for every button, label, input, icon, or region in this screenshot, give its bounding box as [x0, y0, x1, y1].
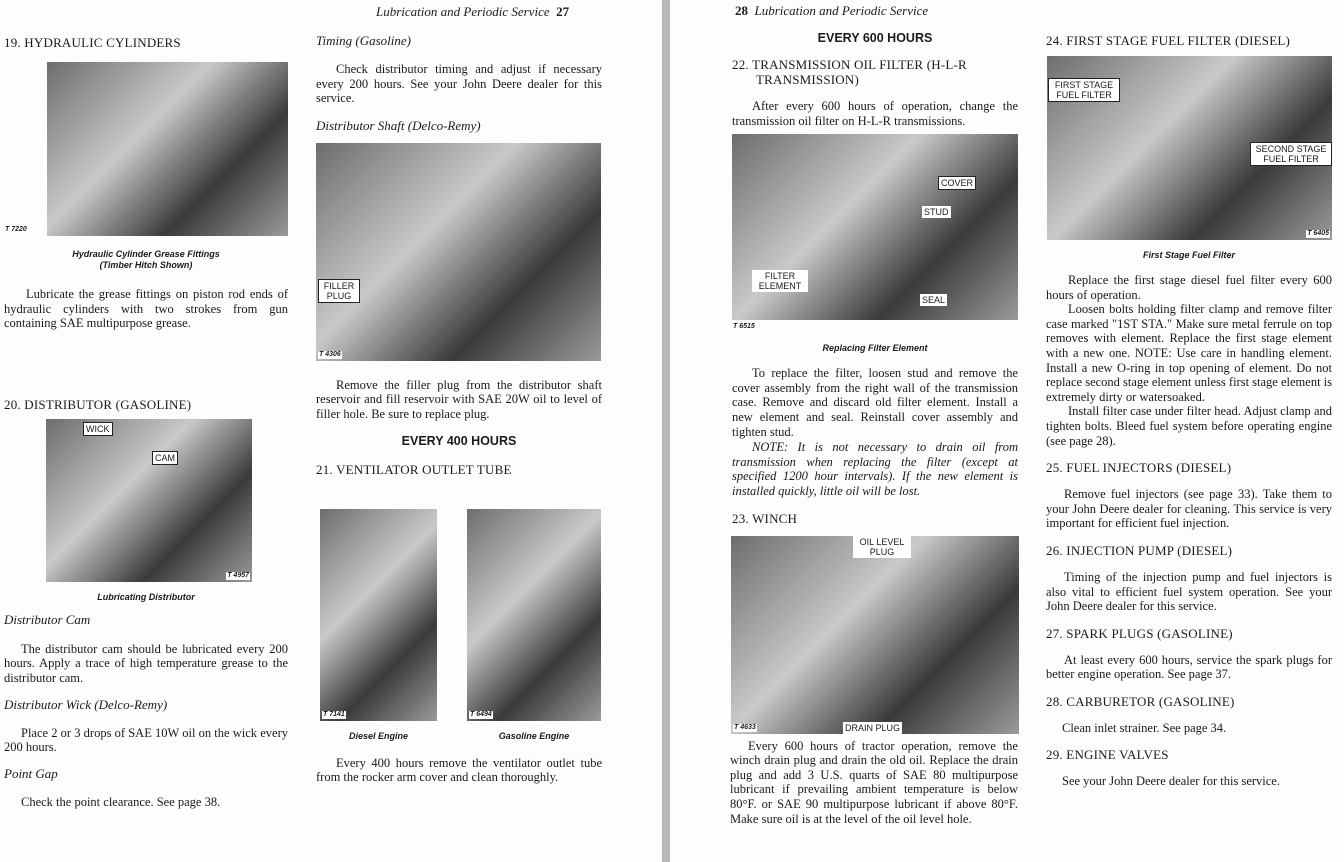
section-22-title: 22. TRANSMISSION OIL FILTER (H-L-R TRANSMISSION)	[732, 57, 967, 87]
diesel-engine-photo	[320, 509, 437, 721]
section-27-text: At least every 600 hours, service the spark plugs for better engine operation. See page 37.	[1046, 652, 1332, 682]
label-filler-plug: FILLER PLUG	[318, 279, 360, 303]
timing-title: Timing (Gasoline)	[316, 33, 411, 48]
distributor-shaft-title: Distributor Shaft (Delco-Remy)	[316, 117, 481, 133]
engine-photos-row	[316, 509, 602, 742]
point-gap-text: Check the point clearance. See page 38.	[21, 794, 221, 809]
section-19-text: Lubricate the grease fittings on piston rod ends of hydraulic cylinders with two strokes from gun containing SAE multipurpose grease.	[4, 287, 288, 331]
section-25-text: Remove fuel injectors (see page 33). Take them to your John Deere dealer for cleaning. This service is very important for efficient fuel injection.	[1046, 487, 1332, 531]
label-cam: CAM	[152, 451, 178, 465]
photo-id: T 6515	[732, 323, 774, 331]
right-column-2	[1046, 33, 1332, 789]
photo-id: T 4633	[734, 723, 756, 731]
section-25-title: 25. FUEL INJECTORS (DIESEL)	[1046, 460, 1232, 476]
running-header	[735, 3, 928, 19]
figure-caption	[4, 249, 288, 271]
section-23-text: Every 600 hours of tractor operation, remove the winch drain plug and drain the old oil. Replace the drain plug and add 3 U.S. quarts of SAE 80 multipurpose lubricant if prevailing ambient temperature is below 80°F. or SAE 90 multipurpose lubricant if above 80°F. Make sure oil is at the level of the oil level hole.	[730, 738, 1018, 826]
figure-row	[4, 62, 288, 236]
caption-line: Hydraulic Cylinder Grease Fittings	[72, 249, 220, 259]
photo-id: T 7220	[4, 226, 42, 234]
photo-id: T 7141	[323, 710, 345, 718]
running-header	[376, 4, 569, 20]
section-29-title: 29. ENGINE VALVES	[1046, 747, 1169, 763]
section-24-text	[1046, 273, 1332, 448]
distributor-wick-text: Place 2 or 3 drops of SAE 10W oil on the wick every 200 hours.	[4, 725, 288, 755]
gasoline-engine-photo	[467, 509, 601, 721]
winch-photo	[731, 536, 1019, 734]
every-600-hours-heading: EVERY 600 HOURS	[817, 31, 933, 45]
hydraulic-cylinder-photo	[47, 62, 288, 236]
section-26-text: Timing of the injection pump and fuel injectors is also vital to efficient fuel system operation. See your John Deere dealer for this service.	[1046, 569, 1332, 614]
section-19-title: 19. HYDRAULIC CYLINDERS	[4, 35, 181, 50]
label-oil-level-plug: OIL LEVEL PLUG	[853, 536, 911, 558]
section-28-title: 28. CARBURETOR (GASOLINE)	[1046, 693, 1235, 709]
label-wick: WICK	[83, 422, 113, 436]
paragraph: Loosen bolts holding filter clamp and remove filter case marked "1ST STA." Make sure metal ferrule on top removes with element. Replace the first stage element with a new one. NOTE: Use care in handling element. Install a new O-ring in top opening of element. Do not replace second stage element unless first stage element is extremely dirty or watersoaked.	[1046, 302, 1333, 404]
figure-caption: Diesel Engine	[348, 730, 409, 741]
figure-caption: First Stage Fuel Filter	[1142, 250, 1236, 260]
photo-id: T 4306	[319, 350, 341, 358]
header-text: Lubrication and Periodic Service	[376, 4, 550, 19]
transmission-filter-photo	[732, 134, 1018, 320]
section-27-title: 27. SPARK PLUGS (GASOLINE)	[1046, 625, 1233, 641]
section-22-text: To replace the filter, loosen stud and remove the cover assembly from the right wall of the transmission case. Remove and discard old filter element. Install a new element and seal. Reinstall cover assembly and tighten stud.	[732, 366, 1018, 439]
distributor-wick-title: Distributor Wick (Delco-Remy)	[4, 696, 168, 712]
label-drain-plug: DRAIN PLUG	[845, 722, 901, 733]
page-gutter	[662, 0, 670, 862]
diesel-figure	[320, 509, 437, 742]
section-21-title: 21. VENTILATOR OUTLET TUBE	[316, 461, 512, 477]
paragraph: Replace the first stage diesel fuel filter every 600 hours of operation.	[1046, 273, 1332, 302]
figure-caption: Replacing Filter Element	[822, 343, 928, 354]
page-number: 27	[556, 4, 570, 19]
distributor-shaft-photo	[316, 143, 601, 361]
figure-caption: Gasoline Engine	[498, 730, 570, 741]
section-23-title: 23. WINCH	[732, 510, 798, 526]
timing-text: Check distributor timing and adjust if necessary every 200 hours. See your John Deere dealer for this service.	[316, 62, 602, 106]
label-first-stage: FIRST STAGE FUEL FILTER	[1048, 78, 1120, 102]
header-text: Lubrication and Periodic Service	[754, 3, 929, 18]
label-second-stage: SECOND STAGE FUEL FILTER	[1250, 142, 1332, 166]
section-24-title: 24. FIRST STAGE FUEL FILTER (DIESEL)	[1046, 33, 1291, 48]
every-400-hours-heading: EVERY 400 HOURS	[401, 433, 517, 448]
distributor-cam-text: The distributor cam should be lubricated every 200 hours. Apply a trace of high temperature grease to the distributor cam.	[4, 641, 288, 685]
fuel-filter-photo	[1047, 56, 1332, 240]
distributor-photo	[46, 419, 252, 582]
caption-line: (Timber Hitch Shown)	[99, 260, 193, 270]
figure-caption: Lubricating Distributor	[97, 591, 195, 602]
left-column-2	[316, 33, 602, 785]
photo-id: T 4957	[227, 571, 249, 579]
section-22-intro: After every 600 hours of operation, change the transmission oil filter on H-L-R transmissions.	[732, 99, 1018, 128]
section-21-text: Every 400 hours remove the ventilator outlet tube from the rocker arm cover and clean thoroughly.	[316, 755, 602, 785]
paragraph: Install filter case under filter head. Adjust clamp and tighten bolts. Bleed fuel system before operating engine (see page 28).	[1046, 404, 1332, 448]
point-gap-title: Point Gap	[4, 765, 58, 781]
photo-id: T 6405	[1307, 230, 1329, 237]
page-number: 28	[735, 3, 748, 18]
gasoline-figure	[467, 509, 601, 742]
label-cover: COVER	[938, 176, 976, 190]
section-20-title: 20. DISTRIBUTOR (GASOLINE)	[4, 396, 192, 412]
distributor-cam-title: Distributor Cam	[4, 611, 91, 627]
label-stud: STUD	[924, 207, 949, 218]
section-26-title: 26. INJECTION PUMP (DIESEL)	[1046, 542, 1233, 558]
section-29-text: See your John Deere dealer for this service.	[1062, 774, 1280, 789]
left-column-1	[4, 35, 288, 809]
right-column-1	[732, 31, 1018, 826]
section-22-note: NOTE: It is not necessary to drain oil from transmission when replacing the filter (except at specified 1200 hour intervals). If the new element is installed quickly, little oil will be lost.	[732, 440, 1018, 498]
label-filter-element: FILTER ELEMENT	[752, 270, 808, 292]
section-28-text: Clean inlet strainer. See page 34.	[1062, 720, 1227, 735]
photo-id: T 6494	[470, 710, 492, 718]
label-seal: SEAL	[922, 295, 946, 306]
distributor-shaft-text: Remove the filler plug from the distributor shaft reservoir and fill reservoir with SAE 20W oil to level of filler hole. Be sure to replace plug.	[316, 377, 602, 421]
